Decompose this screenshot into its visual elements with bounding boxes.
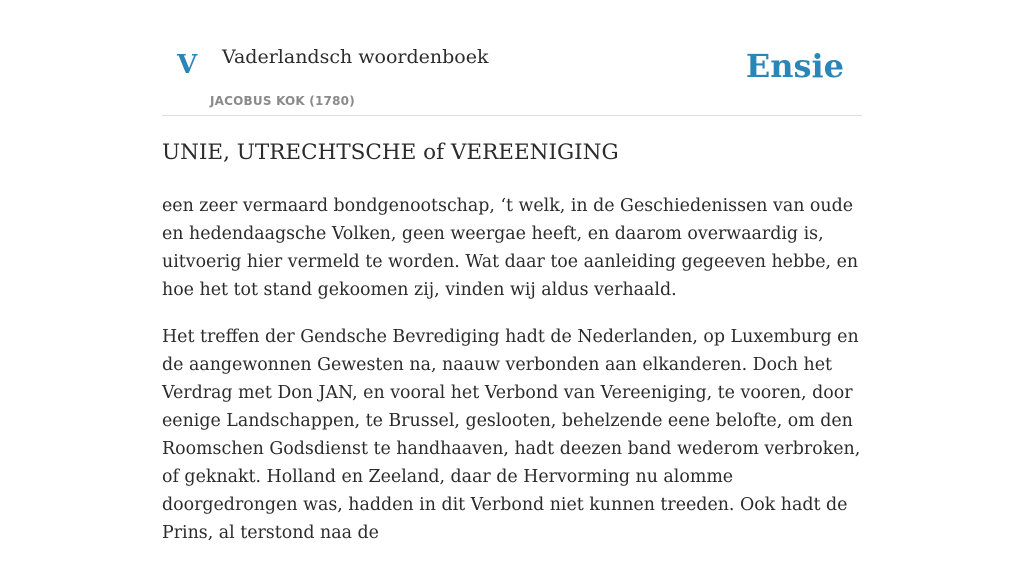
header	[162, 0, 862, 116]
ensie-logo[interactable]: Ensie	[745, 47, 844, 85]
entry-paragraph: Het treffen der Gendsche Bevrediging hadt de Nederlanden, op Luxemburg en de aangewonnen Gewesten na, naauw verbonden aan elkanderen. Doch het Verdrag met Don JAN, en vooral het Verbond van Vereeniging, te vooren, door eenige Landschappen, te Brussel, geslooten, behelzende eene belofte, om den Roomschen Godsdienst te handhaaven, hadt deezen band wederom verbroken, of geknakt. Holland en Zeeland, daar de Hervorming nu alomme doorgedrongen was, hadden in dit Verbond niet kunnen treeden. Ook hadt de Prins, al terstond naa de	[162, 327, 861, 543]
entry-title: UNIE, UTRECHTSCHE of VEREENIGING	[162, 140, 619, 165]
book-author: JACOBUS KOK (1780)	[210, 94, 355, 108]
entry-paragraph: een zeer vermaard bondgenootschap, ‘t welk, in de Geschiedenissen van oude en hedendaagsche Volken, geen weergae heeft, en daarom overwaardig is, uitvoerig hier vermeld te worden. Wat daar toe aanleiding gegeeven hebbe, en hoe het tot stand gekoomen zij, vinden wij aldus verhaald.	[162, 196, 859, 300]
volume-letter[interactable]: V	[177, 50, 198, 80]
book-title[interactable]: Vaderlandsch woordenboek	[222, 46, 489, 68]
entry-body	[162, 192, 862, 566]
page	[162, 0, 862, 543]
